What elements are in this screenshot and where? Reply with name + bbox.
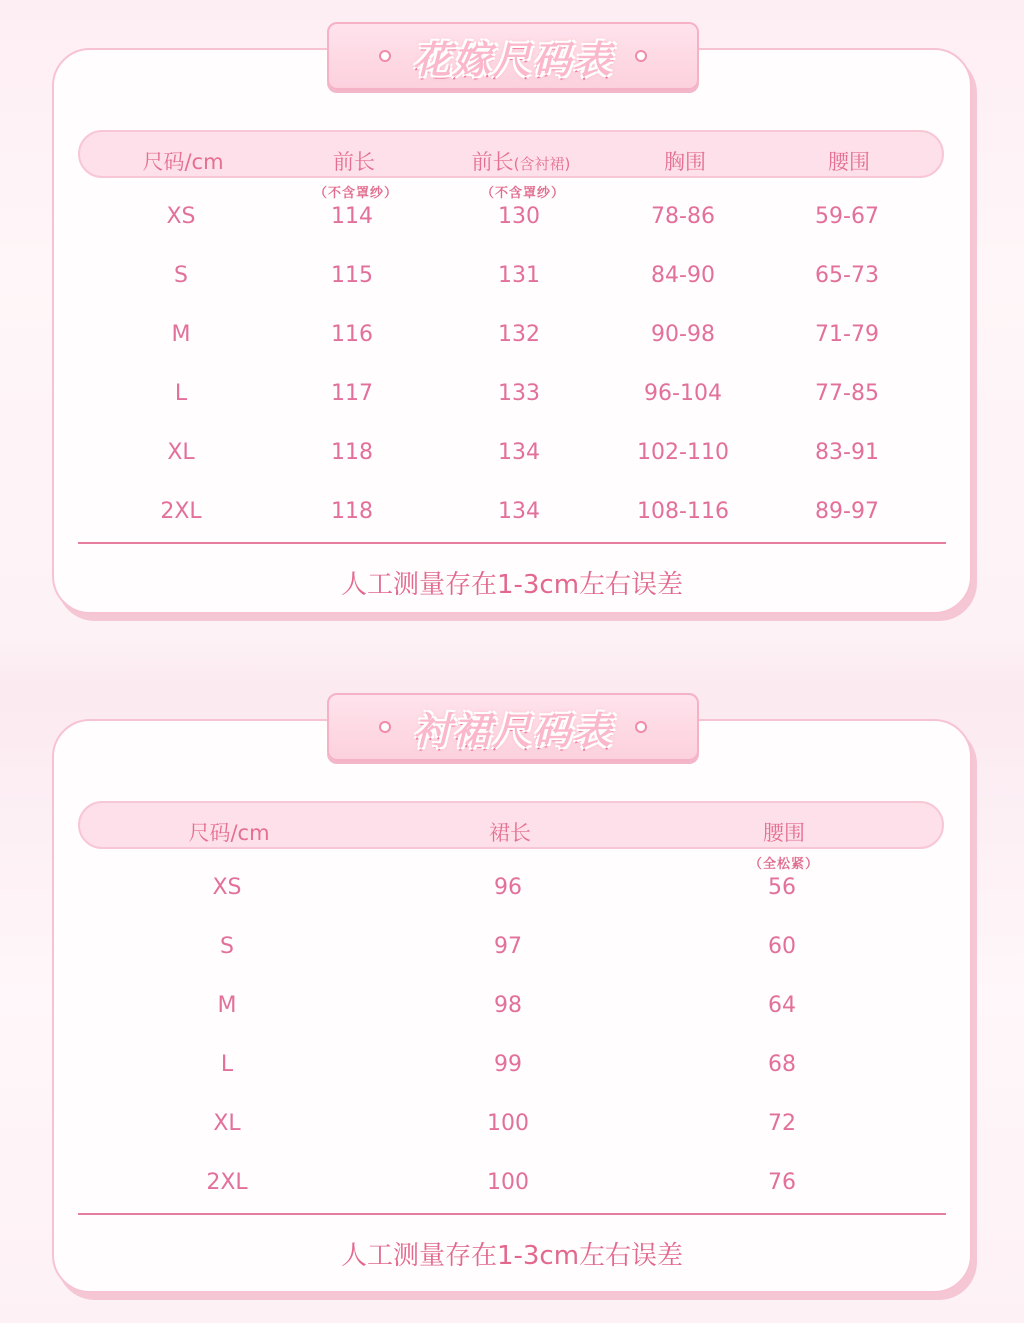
header-skirt-length: 裙长 (489, 821, 531, 845)
table-cell: 99 (494, 1052, 522, 1077)
table-cell: 134 (498, 440, 540, 465)
table-cell: 118 (331, 440, 373, 465)
bridal-size-title-badge (327, 22, 699, 90)
table-cell: 97 (494, 934, 522, 959)
table-cell: 134 (498, 499, 540, 524)
table-cell: 132 (498, 322, 540, 347)
dot-icon (637, 52, 645, 60)
divider (78, 542, 946, 544)
table-cell: 108-116 (637, 499, 729, 524)
table-cell: S (174, 263, 188, 288)
table-cell: 114 (331, 204, 373, 229)
table-cell: XS (166, 204, 196, 229)
table-cell: 64 (768, 993, 796, 1018)
table-cell: 131 (498, 263, 540, 288)
table-cell: 98 (494, 993, 522, 1018)
table-cell: 130 (498, 204, 540, 229)
table-cell: L (174, 381, 188, 406)
header-note-no-veil: （不含罩纱） (480, 186, 566, 201)
table-cell: XS (212, 875, 242, 900)
bridal-size-title: 花嫁尺码表 (412, 37, 613, 82)
table-cell: 116 (331, 322, 373, 347)
table-cell: 60 (768, 934, 796, 959)
table-cell: 77-85 (815, 381, 879, 406)
header-note-elastic: （全松紧） (748, 857, 820, 872)
header-waist: 腰围 (763, 821, 805, 845)
table-cell: 59-67 (815, 204, 879, 229)
header-front-length-petticoat (472, 146, 571, 176)
header-note-no-veil: （不含罩纱） (313, 186, 399, 201)
table-cell: 133 (498, 381, 540, 406)
measurement-error-note: 人工测量存在1-3cm左右误差 (340, 1241, 684, 1271)
divider (78, 1213, 946, 1215)
header-front-length-label: 前长 (471, 150, 514, 174)
table-cell: 100 (487, 1170, 529, 1195)
header-size: 尺码/cm (188, 821, 270, 845)
table-cell: M (171, 322, 191, 347)
table-cell: 83-91 (815, 440, 879, 465)
petticoat-size-card (52, 719, 972, 1293)
table-cell: 72 (768, 1111, 796, 1136)
dot-icon (381, 52, 389, 60)
table-cell: 84-90 (651, 263, 715, 288)
table-cell: 102-110 (637, 440, 729, 465)
table-cell: 56 (768, 875, 796, 900)
table-cell: 90-98 (651, 322, 715, 347)
table-cell: 68 (768, 1052, 796, 1077)
bridal-size-card (52, 48, 972, 614)
petticoat-size-title: 衬裙尺码表 (412, 708, 613, 753)
table-cell: 115 (331, 263, 373, 288)
table-cell: S (220, 934, 234, 959)
table-cell: 71-79 (815, 322, 879, 347)
header-size: 尺码/cm (142, 150, 224, 174)
table-cell: 118 (331, 499, 373, 524)
table-cell: 78-86 (651, 204, 715, 229)
header-petticoat-note: (含衬裙) (513, 155, 571, 173)
table-cell: 2XL (160, 499, 202, 524)
table-cell: 96 (494, 875, 522, 900)
table-cell: 89-97 (815, 499, 879, 524)
table-cell: 65-73 (815, 263, 879, 288)
dot-icon (381, 723, 389, 731)
table-cell: 117 (331, 381, 373, 406)
table-cell: 2XL (206, 1170, 248, 1195)
table-cell: 100 (487, 1111, 529, 1136)
table-cell: L (220, 1052, 234, 1077)
header-bust: 胸围 (664, 150, 706, 174)
table-header-bar (78, 801, 944, 849)
table-cell: 96-104 (644, 381, 722, 406)
table-cell: XL (213, 1111, 241, 1136)
header-waist: 腰围 (828, 150, 870, 174)
table-cell: 76 (768, 1170, 796, 1195)
header-front-length: 前长 (333, 150, 375, 174)
measurement-error-note: 人工测量存在1-3cm左右误差 (340, 570, 684, 600)
dot-icon (637, 723, 645, 731)
table-header-bar (78, 130, 944, 178)
petticoat-size-title-badge (327, 693, 699, 761)
table-cell: XL (167, 440, 195, 465)
table-cell: M (217, 993, 237, 1018)
